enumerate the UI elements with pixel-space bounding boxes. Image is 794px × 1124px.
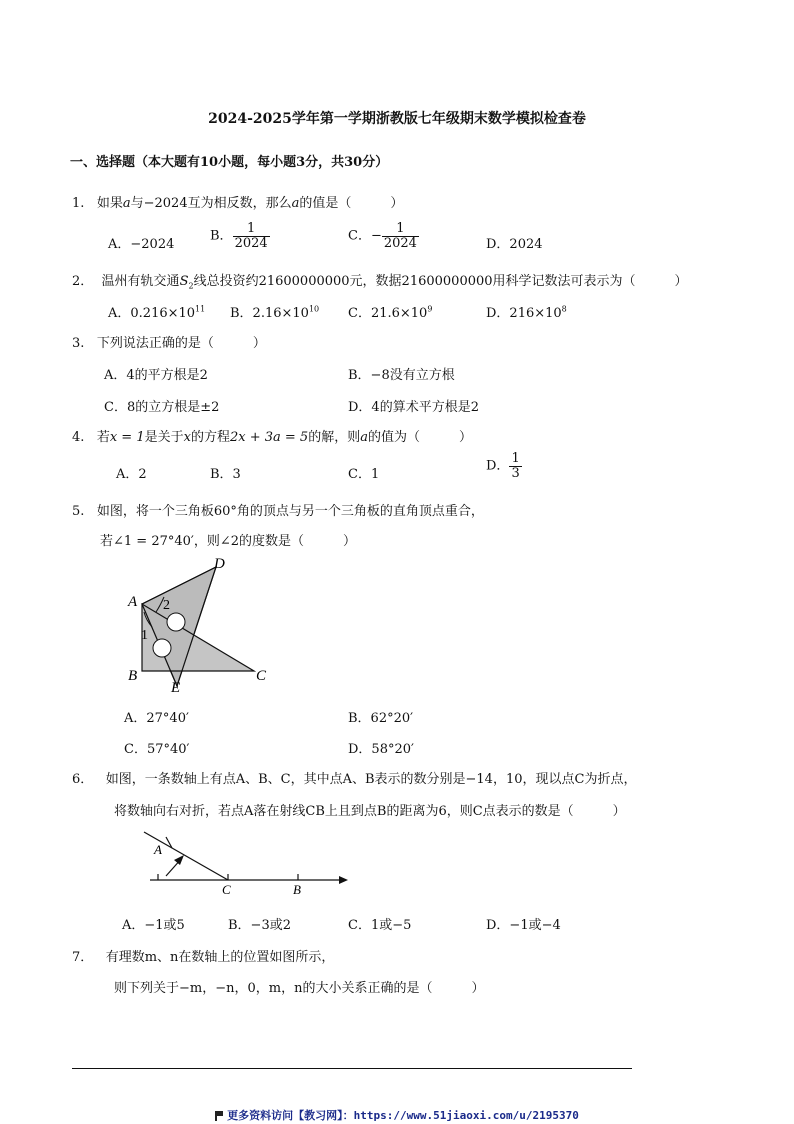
question-5: 5. 如图，将一个三角板60°角的顶点与另一个三角板的直角顶点重合，: [72, 504, 484, 519]
fold-arrowhead: [174, 855, 184, 865]
question-6: 6． 如图，一条数轴上有点A、B、C，其中点A、B表示的数分别是−14，10，现以点C为折点，: [72, 772, 637, 787]
q3-option-b: B．−8没有立方根: [348, 368, 455, 383]
q3-option-d: D．4的算术平方根是2: [348, 400, 479, 415]
footer-divider: [72, 1068, 632, 1069]
question-number: 2．: [72, 274, 94, 289]
question-7: 7． 有理数m、n在数轴上的位置如图所示，: [72, 950, 335, 965]
footer-link[interactable]: 更多资料访问【教习网】：https://www.51jiaoxi.com/u/2195370: [0, 1107, 794, 1123]
question-number: 5.: [72, 504, 85, 519]
q1-option-d: D．2024: [486, 237, 543, 252]
q6-option-c: C．1或−5: [348, 918, 412, 933]
q5-option-a: A．27°40′: [124, 711, 189, 726]
q4-option-d: D． $\frac{1}{3}$: [486, 451, 520, 481]
q5-option-d: D．58°20′: [348, 742, 414, 757]
question-number: 3.: [72, 336, 85, 351]
label-angle-2: 2: [163, 598, 170, 613]
question-3: 3. 下列说法正确的是（ ）: [72, 336, 266, 351]
q4-option-b: B．3: [210, 467, 241, 482]
flag-icon: [215, 1111, 223, 1120]
q4-option-a: A．2: [116, 467, 147, 482]
q2-option-d: D．$216\times 10^8$: [486, 304, 567, 321]
label-c: C: [222, 882, 231, 897]
q7-line-2: 则下列关于−m，−n，0，m，n的大小关系正确的是（ ）: [114, 981, 485, 996]
label-e: E: [171, 680, 181, 696]
question-number: 1.: [72, 196, 85, 211]
q6-line-2: 将数轴向右对折，若点A落在射线CB上且到点B的距离为6，则C点表示的数是（ ）: [114, 804, 626, 819]
label-d: D: [214, 556, 225, 572]
axis-arrowhead: [339, 876, 348, 884]
q2-option-c: C．$21.6\times 10^9$: [348, 304, 433, 321]
question-number: 4.: [72, 430, 85, 445]
q5-option-b: B．62°20′: [348, 711, 414, 726]
section-heading: 一、选择题（本大题有10小题，每小题3分，共30分）: [70, 155, 389, 170]
q3-option-a: A．4的平方根是2: [104, 368, 208, 383]
hole-circle: [153, 639, 171, 657]
page-title: 2024-2025学年第一学期浙教版七年级期末数学模拟检查卷: [208, 111, 586, 127]
q4-option-c: C．1: [348, 467, 380, 482]
q1-option-b: B． $\frac{1}{2024}$: [210, 221, 268, 251]
q1-option-c: C．− $\frac{1}{2024}$: [348, 221, 417, 251]
q6-option-d: D．−1或−4: [486, 918, 561, 933]
fraction: $\frac{1}{2024}$: [383, 221, 417, 251]
q6-option-b: B．−3或2: [228, 918, 291, 933]
label-b: B: [293, 882, 301, 897]
q2-option-a: A．$0.216\times 10^{11}$: [108, 304, 206, 321]
triangle-figure: [120, 552, 280, 697]
label-a: A: [154, 842, 162, 857]
question-1: 1. 如果a与−2024互为相反数，那么a的值是（ ）: [72, 196, 404, 211]
q5-line-2: 若∠1 = 27°40′，则∠2的度数是（ ）: [100, 534, 357, 549]
fraction: $\frac{1}{2024}$: [234, 221, 268, 251]
label-c: C: [256, 668, 267, 684]
label-a: A: [128, 594, 138, 610]
number-line-figure: [138, 826, 354, 898]
question-2: 2． 温州有轨交通$S_2$线总投资约21600000000元，数据21600000000用科学记数法可表示为（ ）: [72, 274, 688, 291]
question-number: 7．: [72, 950, 94, 965]
hole-circle: [167, 613, 185, 631]
label-b: B: [128, 668, 138, 684]
q1-option-a: A．−2024: [108, 237, 175, 252]
q3-option-c: C．8的立方根是±2: [104, 400, 220, 415]
q5-option-c: C．57°40′: [124, 742, 190, 757]
q2-option-b: B．$2.16\times 10^{10}$: [230, 304, 320, 321]
q6-option-a: A．−1或5: [122, 918, 185, 933]
question-number: 6．: [72, 772, 94, 787]
label-angle-1: 1: [141, 628, 148, 643]
question-4: 4. 若x = 1是关于x的方程2x + 3a = 5的解，则a的值为（ ）: [72, 430, 472, 445]
fraction: $\frac{1}{3}$: [511, 451, 520, 481]
